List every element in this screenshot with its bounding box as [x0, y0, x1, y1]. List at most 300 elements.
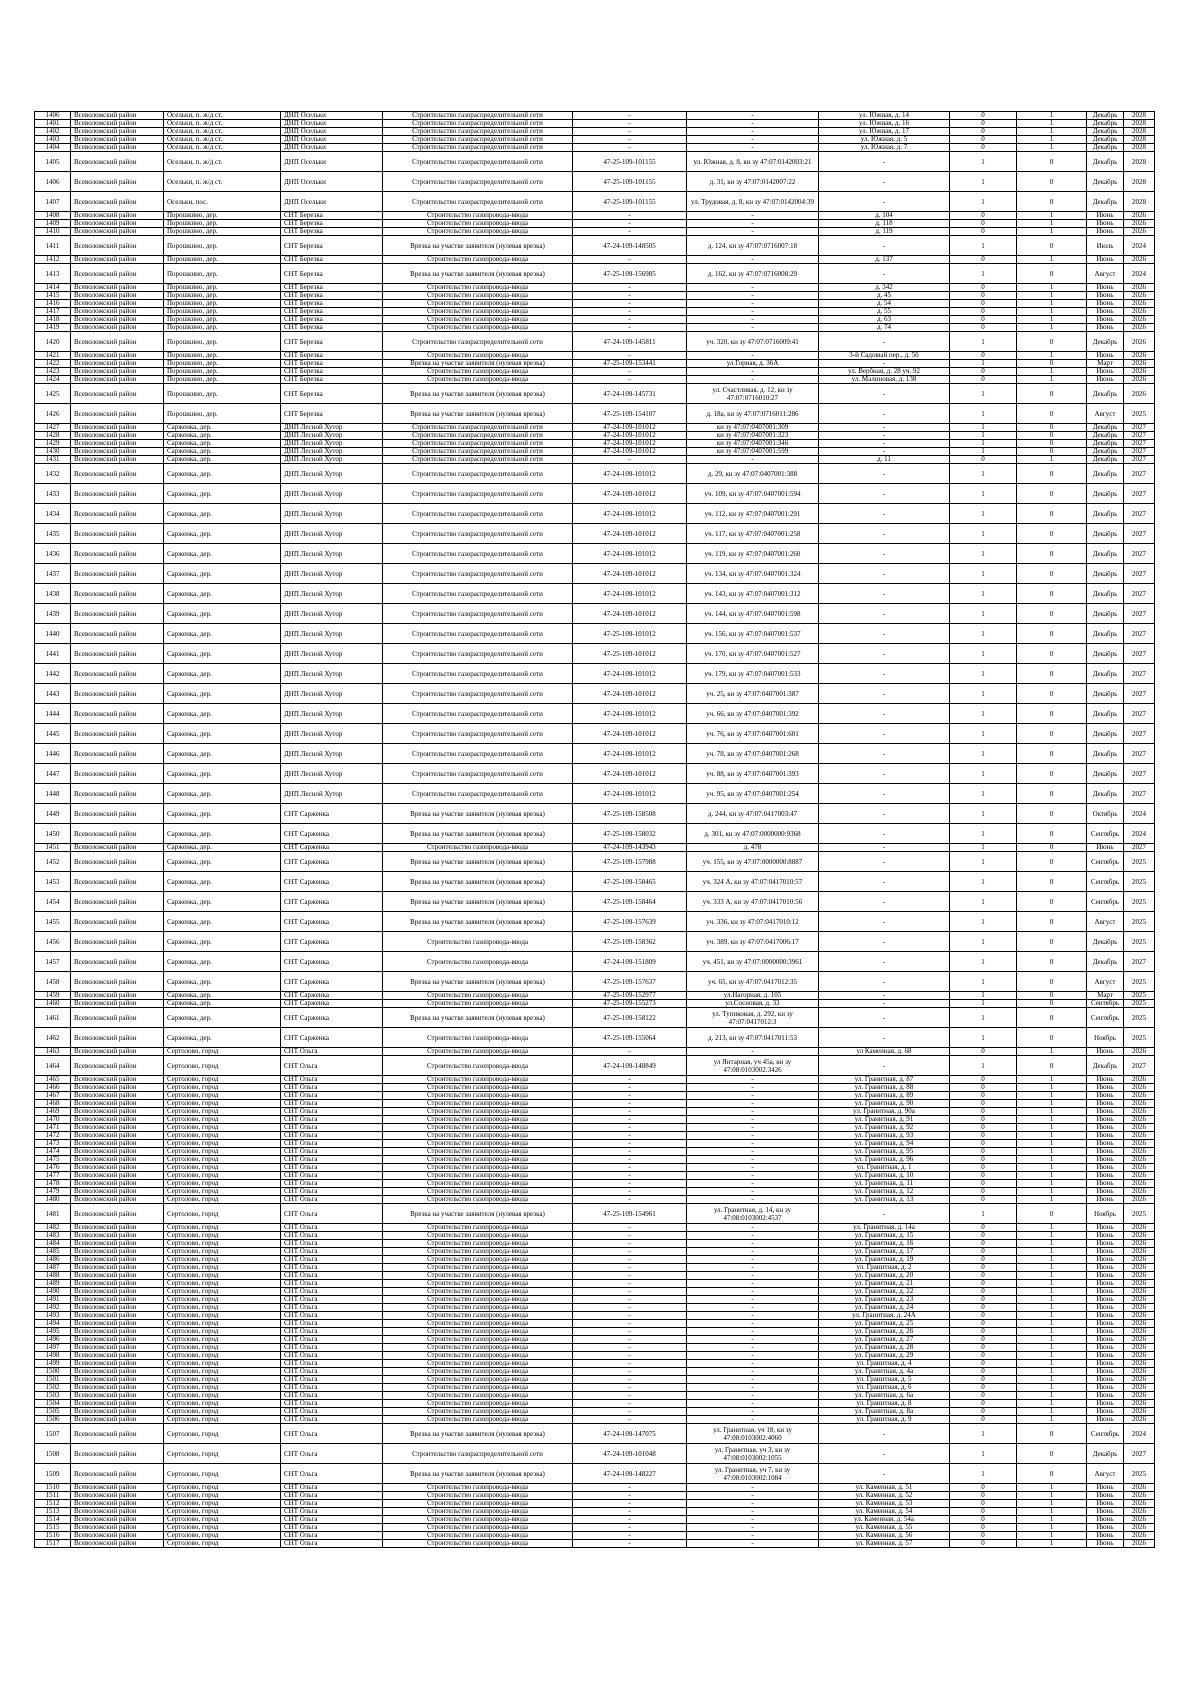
district-cell: Всеволожский район [71, 404, 164, 424]
address-cell: - [819, 152, 950, 172]
application-number-cell: 47-24-109-101012 [573, 704, 687, 724]
settlement-cell: Сертолово, город [164, 1392, 281, 1400]
work-type-cell: Строительство газораспределительной сети [383, 332, 573, 352]
partnership-cell: СНТ Ольга [281, 1368, 383, 1376]
work-type-cell: Строительство газопровода-ввода [383, 1336, 573, 1344]
count-a-cell: 1 [950, 764, 1017, 784]
cadastral-address-cell: уч. 134, кн зу 47:07:0407001:324 [687, 564, 819, 584]
application-number-cell: - [573, 1540, 687, 1548]
count-a-cell: 0 [950, 1264, 1017, 1272]
cadastral-address-cell: - [687, 1500, 819, 1508]
work-type-cell: Строительство газопровода-ввода [383, 1164, 573, 1172]
count-b-cell: 0 [1017, 1056, 1087, 1076]
month-cell: Июнь [1087, 1272, 1124, 1280]
table-row [35, 1148, 1155, 1156]
work-type-cell: Строительство газопровода-ввода [383, 992, 573, 1000]
partnership-cell: СНТ Ольга [281, 1532, 383, 1540]
work-type-cell: Строительство газораспределительной сети [383, 112, 573, 120]
partnership-cell: СНТ Ольга [281, 1312, 383, 1320]
application-number-cell: 47-24-109-101012 [573, 664, 687, 684]
row-number-cell: 1420 [35, 332, 71, 352]
work-type-cell: Строительство газопровода-ввода [383, 1148, 573, 1156]
partnership-cell: СНТ Ольга [281, 1328, 383, 1336]
month-cell: Декабрь [1087, 504, 1124, 524]
address-cell: - [819, 544, 950, 564]
table-row [35, 1296, 1155, 1304]
partnership-cell: СНТ Ольга [281, 1084, 383, 1092]
partnership-cell: СНТ Сарженка [281, 932, 383, 952]
application-number-cell: - [573, 1108, 687, 1116]
cadastral-address-cell: д. 478 [687, 844, 819, 852]
row-number-cell: 1453 [35, 872, 71, 892]
address-cell: - [819, 1204, 950, 1224]
settlement-cell: Сарженка, дер. [164, 504, 281, 524]
partnership-cell: СНТ Ольга [281, 1264, 383, 1272]
cadastral-address-cell: - [687, 1156, 819, 1164]
address-cell: д. 11 [819, 456, 950, 464]
settlement-cell: Сертолово, город [164, 1524, 281, 1532]
count-b-cell: 1 [1017, 1172, 1087, 1180]
work-type-cell: Строительство газопровода-ввода [383, 316, 573, 324]
settlement-cell: Сертолово, город [164, 1132, 281, 1140]
row-number-cell: 1502 [35, 1384, 71, 1392]
settlement-cell: Порошкино, дер. [164, 212, 281, 220]
count-b-cell: 1 [1017, 128, 1087, 136]
partnership-cell: СНТ Березка [281, 316, 383, 324]
settlement-cell: Осельки, п. ж/д ст. [164, 144, 281, 152]
table-row [35, 1312, 1155, 1320]
work-type-cell: Врезка на участке заявителя (нулевая врезка) [383, 264, 573, 284]
district-cell: Всеволожский район [71, 804, 164, 824]
work-type-cell: Строительство газопровода-ввода [383, 1484, 573, 1492]
row-number-cell: 1517 [35, 1540, 71, 1548]
year-cell: 2025 [1124, 892, 1155, 912]
work-type-cell: Врезка на участке заявителя (нулевая врезка) [383, 1424, 573, 1444]
work-type-cell: Строительство газопровода-ввода [383, 1180, 573, 1188]
settlement-cell: Порошкино, дер. [164, 220, 281, 228]
district-cell: Всеволожский район [71, 1100, 164, 1108]
table-row [35, 324, 1155, 332]
table-row [35, 1464, 1155, 1484]
row-number-cell: 1499 [35, 1360, 71, 1368]
partnership-cell: ДНП Лесной Хутор [281, 440, 383, 448]
district-cell: Всеволожский район [71, 236, 164, 256]
address-cell: - [819, 764, 950, 784]
count-b-cell: 1 [1017, 1148, 1087, 1156]
year-cell: 2024 [1124, 264, 1155, 284]
year-cell: 2027 [1124, 952, 1155, 972]
work-type-cell: Строительство газопровода-ввода [383, 1360, 573, 1368]
cadastral-address-cell: кн зу 47:07:0407001:309 [687, 424, 819, 432]
work-type-cell: Строительство газораспределительной сети [383, 584, 573, 604]
settlement-cell: Сертолово, город [164, 1224, 281, 1232]
month-cell: Июнь [1087, 228, 1124, 236]
count-a-cell: 0 [950, 1256, 1017, 1264]
address-cell: - [819, 604, 950, 624]
count-a-cell: 1 [950, 432, 1017, 440]
application-number-cell: 47-25-109-157637 [573, 972, 687, 992]
partnership-cell: СНТ Сарженка [281, 972, 383, 992]
application-number-cell: 47-25-109-157639 [573, 912, 687, 932]
district-cell: Всеволожский район [71, 604, 164, 624]
application-number-cell: - [573, 1532, 687, 1540]
row-number-cell: 1457 [35, 952, 71, 972]
address-cell: - [819, 912, 950, 932]
count-b-cell: 1 [1017, 1256, 1087, 1264]
year-cell: 2024 [1124, 236, 1155, 256]
district-cell: Всеволожский район [71, 1028, 164, 1048]
work-type-cell: Строительство газораспределительной сети [383, 456, 573, 464]
address-cell: ул. Гранитная, д. 17 [819, 1248, 950, 1256]
settlement-cell: Сарженка, дер. [164, 1008, 281, 1028]
district-cell: Всеволожский район [71, 292, 164, 300]
count-a-cell: 1 [950, 504, 1017, 524]
district-cell: Всеволожский район [71, 1424, 164, 1444]
work-type-cell: Врезка на участке заявителя (нулевая врезка) [383, 236, 573, 256]
application-number-cell: - [573, 1352, 687, 1360]
settlement-cell: Сарженка, дер. [164, 972, 281, 992]
district-cell: Всеволожский район [71, 464, 164, 484]
work-type-cell: Строительство газораспределительной сети [383, 120, 573, 128]
row-number-cell: 1439 [35, 604, 71, 624]
work-type-cell: Строительство газораспределительной сети [383, 544, 573, 564]
year-cell: 2026 [1124, 1256, 1155, 1264]
partnership-cell: СНТ Березка [281, 284, 383, 292]
partnership-cell: СНТ Ольга [281, 1124, 383, 1132]
settlement-cell: Сертолово, город [164, 1376, 281, 1384]
row-number-cell: 1436 [35, 544, 71, 564]
settlement-cell: Сарженка, дер. [164, 744, 281, 764]
settlement-cell: Осельки, пос. [164, 192, 281, 212]
month-cell: Июнь [1087, 1352, 1124, 1360]
partnership-cell: ДНП Осельки [281, 172, 383, 192]
year-cell: 2026 [1124, 332, 1155, 352]
count-b-cell: 1 [1017, 352, 1087, 360]
cadastral-address-cell: - [687, 1400, 819, 1408]
month-cell: Июнь [1087, 1224, 1124, 1232]
address-cell: ул. Гранитная, д. 91 [819, 1116, 950, 1124]
address-cell: ул. Гранитная, д. 22 [819, 1288, 950, 1296]
year-cell: 2026 [1124, 1116, 1155, 1124]
table-row [35, 256, 1155, 264]
table-row [35, 1180, 1155, 1188]
settlement-cell: Сарженка, дер. [164, 952, 281, 972]
settlement-cell: Сарженка, дер. [164, 824, 281, 844]
settlement-cell: Сертолово, город [164, 1084, 281, 1092]
row-number-cell: 1479 [35, 1188, 71, 1196]
table-row [35, 1272, 1155, 1280]
work-type-cell: Строительство газораспределительной сети [383, 464, 573, 484]
table-row [35, 1048, 1155, 1056]
application-number-cell: 47-25-109-152977 [573, 992, 687, 1000]
address-cell: ул. Гранитная, д. 20 [819, 1272, 950, 1280]
table-row [35, 1424, 1155, 1444]
count-a-cell: 1 [950, 544, 1017, 564]
partnership-cell: СНТ Березка [281, 300, 383, 308]
row-number-cell: 1501 [35, 1376, 71, 1384]
cadastral-address-cell: д. 124, кн зу 47:07:0716007:18 [687, 236, 819, 256]
work-type-cell: Строительство газопровода-ввода [383, 1288, 573, 1296]
work-type-cell: Строительство газораспределительной сети [383, 604, 573, 624]
settlement-cell: Сертолово, город [164, 1532, 281, 1540]
application-number-cell: 47-24-109-147075 [573, 1424, 687, 1444]
count-b-cell: 0 [1017, 360, 1087, 368]
table-row [35, 664, 1155, 684]
table-row [35, 1540, 1155, 1548]
district-cell: Всеволожский район [71, 1008, 164, 1028]
settlement-cell: Сарженка, дер. [164, 664, 281, 684]
month-cell: Июнь [1087, 1280, 1124, 1288]
year-cell: 2027 [1124, 704, 1155, 724]
district-cell: Всеволожский район [71, 1196, 164, 1204]
count-a-cell: 0 [950, 1320, 1017, 1328]
settlement-cell: Сертолово, город [164, 1148, 281, 1156]
partnership-cell: СНТ Березка [281, 264, 383, 284]
month-cell: Декабрь [1087, 128, 1124, 136]
work-type-cell: Строительство газораспределительной сети [383, 504, 573, 524]
count-a-cell: 1 [950, 784, 1017, 804]
month-cell: Сентябрь [1087, 1424, 1124, 1444]
work-type-cell: Строительство газораспределительной сети [383, 424, 573, 432]
count-a-cell: 1 [950, 360, 1017, 368]
year-cell: 2026 [1124, 1524, 1155, 1532]
work-type-cell: Строительство газопровода-ввода [383, 1132, 573, 1140]
table-row [35, 368, 1155, 376]
district-cell: Всеволожский район [71, 332, 164, 352]
table-row [35, 604, 1155, 624]
year-cell: 2025 [1124, 404, 1155, 424]
partnership-cell: ДНП Осельки [281, 144, 383, 152]
count-a-cell: 0 [950, 1360, 1017, 1368]
cadastral-address-cell: - [687, 1304, 819, 1312]
partnership-cell: СНТ Ольга [281, 1148, 383, 1156]
settlement-cell: Порошкино, дер. [164, 228, 281, 236]
cadastral-address-cell: уч. 179, кн зу 47:07:0407001:533 [687, 664, 819, 684]
district-cell: Всеволожский район [71, 324, 164, 332]
address-cell: ул Каменная, д. 68 [819, 1048, 950, 1056]
settlement-cell: Порошкино, дер. [164, 308, 281, 316]
year-cell: 2026 [1124, 1296, 1155, 1304]
application-number-cell: - [573, 144, 687, 152]
count-a-cell: 1 [950, 584, 1017, 604]
row-number-cell: 1432 [35, 464, 71, 484]
table-row [35, 804, 1155, 824]
partnership-cell: СНТ Ольга [281, 1172, 383, 1180]
partnership-cell: СНТ Ольга [281, 1376, 383, 1384]
table-row [35, 764, 1155, 784]
settlement-cell: Сертолово, город [164, 1076, 281, 1084]
table-row [35, 192, 1155, 212]
year-cell: 2026 [1124, 284, 1155, 292]
count-a-cell: 1 [950, 992, 1017, 1000]
district-cell: Всеволожский район [71, 384, 164, 404]
month-cell: Июнь [1087, 1408, 1124, 1416]
district-cell: Всеволожский район [71, 1336, 164, 1344]
month-cell: Июнь [1087, 1048, 1124, 1056]
application-number-cell: - [573, 352, 687, 360]
settlement-cell: Порошкино, дер. [164, 376, 281, 384]
settlement-cell: Сертолово, город [164, 1320, 281, 1328]
row-number-cell: 1483 [35, 1232, 71, 1240]
address-cell: д. 119 [819, 228, 950, 236]
count-b-cell: 1 [1017, 324, 1087, 332]
row-number-cell: 1446 [35, 744, 71, 764]
address-cell: - [819, 844, 950, 852]
year-cell: 2025 [1124, 972, 1155, 992]
partnership-cell: ДНП Лесной Хутор [281, 464, 383, 484]
partnership-cell: СНТ Ольга [281, 1500, 383, 1508]
cadastral-address-cell: - [687, 316, 819, 324]
table-row [35, 1304, 1155, 1312]
count-a-cell: 1 [950, 424, 1017, 432]
cadastral-address-cell: - [687, 1124, 819, 1132]
table-row [35, 972, 1155, 992]
row-number-cell: 1496 [35, 1336, 71, 1344]
month-cell: Декабрь [1087, 464, 1124, 484]
address-cell: ул. Гранитная, д. 93 [819, 1132, 950, 1140]
table-row [35, 1240, 1155, 1248]
year-cell: 2026 [1124, 368, 1155, 376]
address-cell: - [819, 1008, 950, 1028]
cadastral-address-cell: уч. 117, кн зу 47:07:0407001:258 [687, 524, 819, 544]
year-cell: 2024 [1124, 1424, 1155, 1444]
cadastral-address-cell: - [687, 1256, 819, 1264]
count-a-cell: 1 [950, 804, 1017, 824]
month-cell: Декабрь [1087, 524, 1124, 544]
work-type-cell: Строительство газораспределительной сети [383, 764, 573, 784]
count-a-cell: 0 [950, 1484, 1017, 1492]
partnership-cell: ДНП Лесной Хутор [281, 424, 383, 432]
application-number-cell: - [573, 1492, 687, 1500]
settlement-cell: Сарженка, дер. [164, 604, 281, 624]
year-cell: 2026 [1124, 1408, 1155, 1416]
settlement-cell: Сертолово, город [164, 1240, 281, 1248]
row-number-cell: 1425 [35, 384, 71, 404]
district-cell: Всеволожский район [71, 664, 164, 684]
count-a-cell: 1 [950, 824, 1017, 844]
year-cell: 2026 [1124, 1188, 1155, 1196]
partnership-cell: ДНП Осельки [281, 192, 383, 212]
partnership-cell: СНТ Ольга [281, 1516, 383, 1524]
cadastral-address-cell: кн зу 47:07:0407001:599 [687, 448, 819, 456]
district-cell: Всеволожский район [71, 1304, 164, 1312]
month-cell: Июнь [1087, 1240, 1124, 1248]
address-cell: ул. Гранитная, д. 27 [819, 1336, 950, 1344]
application-number-cell: 47-24-109-101012 [573, 584, 687, 604]
row-number-cell: 1462 [35, 1028, 71, 1048]
settlement-cell: Сертолово, город [164, 1140, 281, 1148]
year-cell: 2026 [1124, 1124, 1155, 1132]
partnership-cell: ДНП Лесной Хутор [281, 704, 383, 724]
address-cell: ул. Южная, д. 14 [819, 112, 950, 120]
year-cell: 2027 [1124, 432, 1155, 440]
district-cell: Всеволожский район [71, 144, 164, 152]
address-cell: - [819, 440, 950, 448]
district-cell: Всеволожский район [71, 624, 164, 644]
count-a-cell: 0 [950, 136, 1017, 144]
work-type-cell: Строительство газопровода-ввода [383, 1196, 573, 1204]
count-a-cell: 1 [950, 1204, 1017, 1224]
count-a-cell: 0 [950, 1280, 1017, 1288]
cadastral-address-cell: - [687, 1312, 819, 1320]
table-row [35, 1156, 1155, 1164]
work-type-cell: Строительство газораспределительной сети [383, 432, 573, 440]
partnership-cell: СНТ Ольга [281, 1352, 383, 1360]
month-cell: Июнь [1087, 1248, 1124, 1256]
work-type-cell: Строительство газопровода-ввода [383, 1092, 573, 1100]
month-cell: Июнь [1087, 1232, 1124, 1240]
year-cell: 2026 [1124, 1172, 1155, 1180]
address-cell: - [819, 432, 950, 440]
settlement-cell: Сертолово, город [164, 1360, 281, 1368]
year-cell: 2026 [1124, 1532, 1155, 1540]
month-cell: Декабрь [1087, 1056, 1124, 1076]
work-type-cell: Строительство газораспределительной сети [383, 624, 573, 644]
partnership-cell: СНТ Ольга [281, 1384, 383, 1392]
work-type-cell: Врезка на участке заявителя (нулевая врезка) [383, 972, 573, 992]
cadastral-address-cell: - [687, 1288, 819, 1296]
count-a-cell: 0 [950, 368, 1017, 376]
row-number-cell: 1470 [35, 1116, 71, 1124]
year-cell: 2027 [1124, 1444, 1155, 1464]
year-cell: 2026 [1124, 1248, 1155, 1256]
address-cell: - [819, 892, 950, 912]
row-number-cell: 1490 [35, 1288, 71, 1296]
partnership-cell: ДНП Лесной Хутор [281, 432, 383, 440]
month-cell: Июнь [1087, 1532, 1124, 1540]
month-cell: Декабрь [1087, 664, 1124, 684]
table-row [35, 1056, 1155, 1076]
month-cell: Июнь [1087, 292, 1124, 300]
address-cell: ул. Каменная, д. 57 [819, 1540, 950, 1548]
settlement-cell: Сарженка, дер. [164, 440, 281, 448]
year-cell: 2026 [1124, 1264, 1155, 1272]
row-number-cell: 1491 [35, 1296, 71, 1304]
district-cell: Всеволожский район [71, 376, 164, 384]
count-a-cell: 1 [950, 604, 1017, 624]
table-row [35, 724, 1155, 744]
count-b-cell: 0 [1017, 764, 1087, 784]
cadastral-address-cell: - [687, 212, 819, 220]
count-b-cell: 0 [1017, 992, 1087, 1000]
application-number-cell: 47-25-109-156985 [573, 264, 687, 284]
district-cell: Всеволожский район [71, 1172, 164, 1180]
address-cell: ул. Гранитная, д. 90 [819, 1100, 950, 1108]
table-row [35, 1264, 1155, 1272]
count-a-cell: 0 [950, 1524, 1017, 1532]
table-row [35, 1500, 1155, 1508]
month-cell: Июнь [1087, 1296, 1124, 1304]
count-a-cell: 1 [950, 844, 1017, 852]
row-number-cell: 1513 [35, 1508, 71, 1516]
year-cell: 2026 [1124, 316, 1155, 324]
address-cell: - [819, 504, 950, 524]
count-a-cell: 0 [950, 456, 1017, 464]
count-a-cell: 1 [950, 152, 1017, 172]
count-b-cell: 0 [1017, 264, 1087, 284]
settlement-cell: Сарженка, дер. [164, 992, 281, 1000]
month-cell: Июнь [1087, 1264, 1124, 1272]
application-number-cell: - [573, 1248, 687, 1256]
district-cell: Всеволожский район [71, 1312, 164, 1320]
address-cell: ул. Каменная, д. 54а [819, 1516, 950, 1524]
application-number-cell: - [573, 1288, 687, 1296]
year-cell: 2028 [1124, 136, 1155, 144]
table-row [35, 932, 1155, 952]
cadastral-address-cell: ул Горная, д. 36А [687, 360, 819, 368]
application-number-cell: - [573, 1124, 687, 1132]
row-number-cell: 1447 [35, 764, 71, 784]
